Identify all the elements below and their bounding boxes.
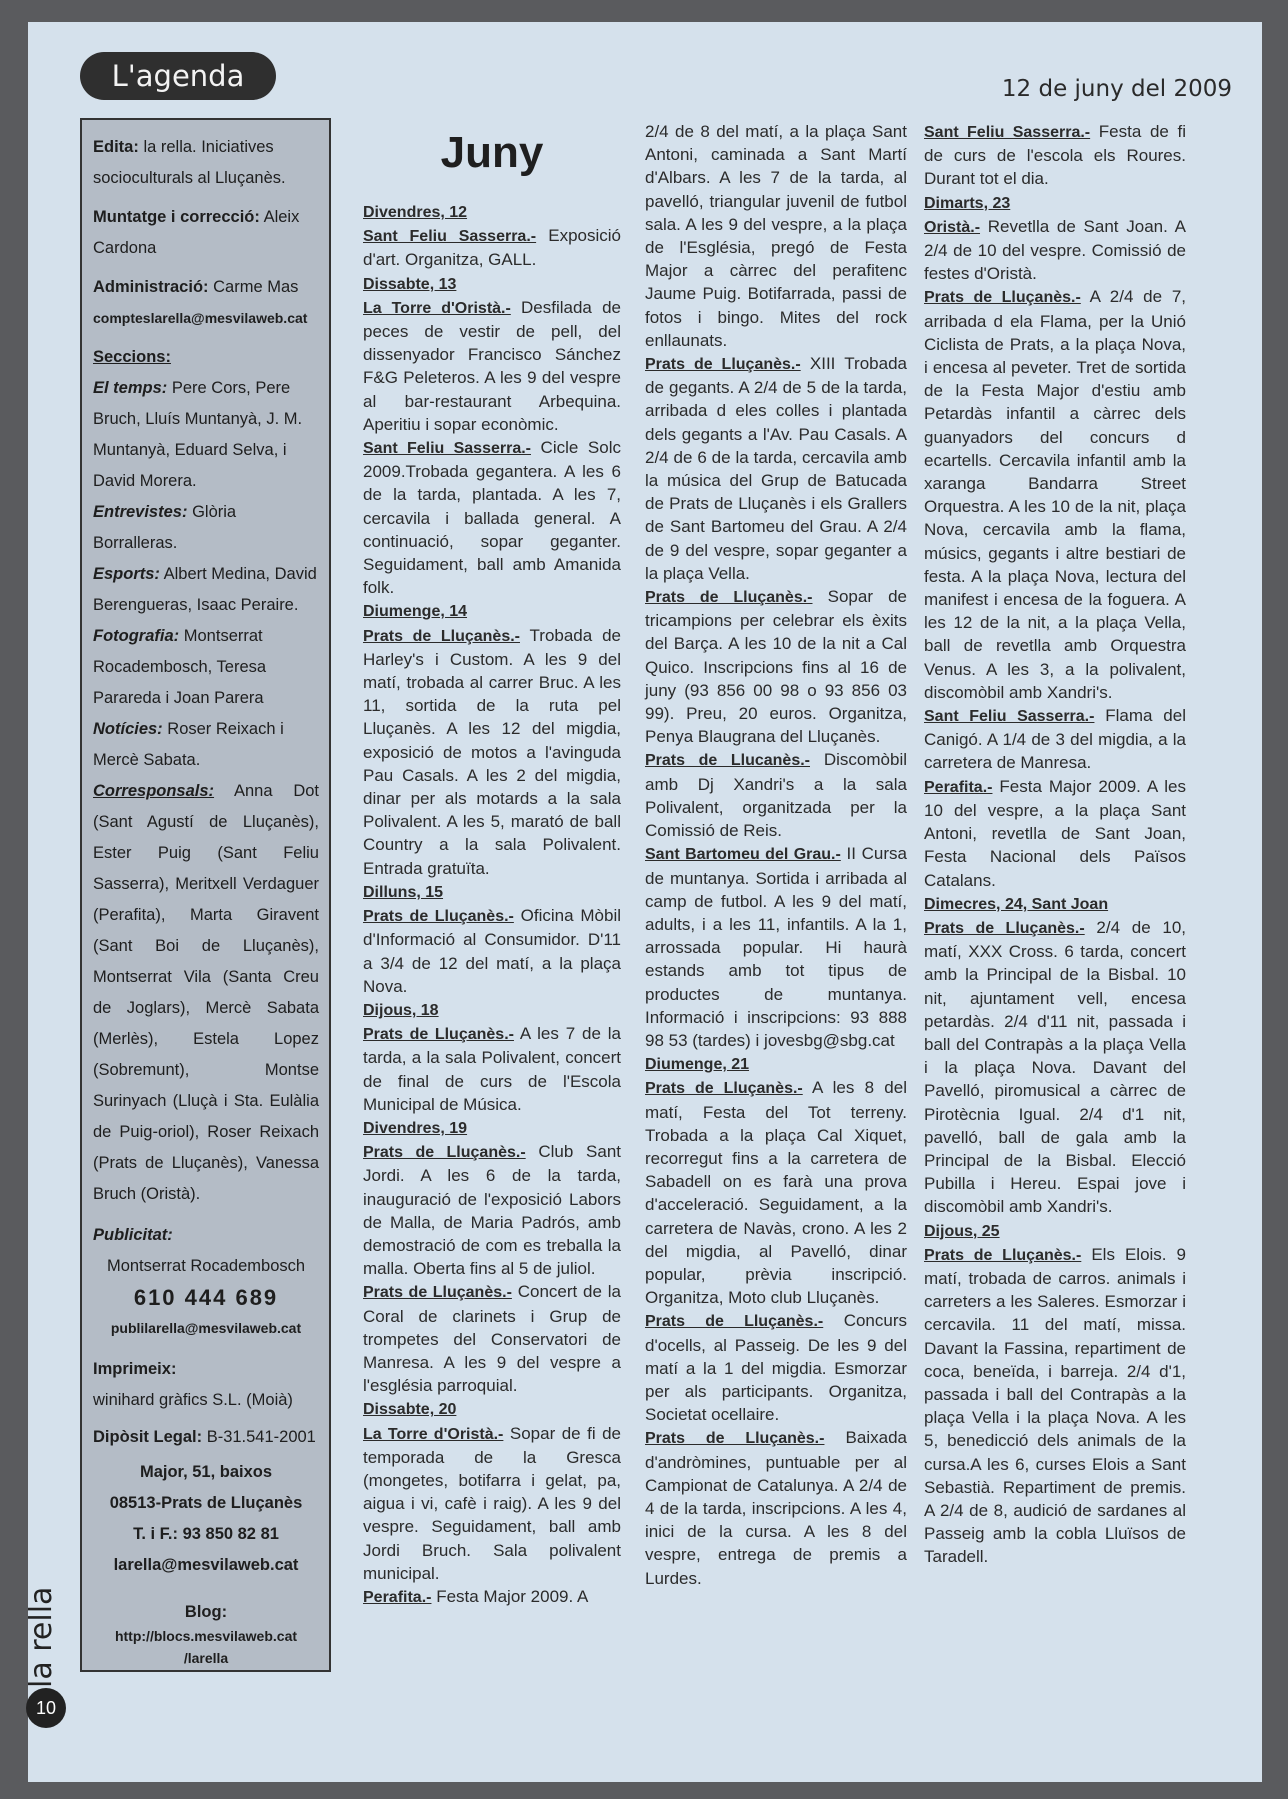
diposit-label: Dipòsit Legal: bbox=[93, 1428, 203, 1446]
publicitat-email: publilarella@mesvilaweb.cat bbox=[110, 1320, 302, 1336]
entry-text: Sopar de tricampions per celebrar els èxits del Barça. A les 10 de la nit a Cal Quico. Inscripcions fins al 16 de juny (93 856 00 98 o 93 856 03 99). Preu, 20 euros. Organitza, Penya Blaugrana del Lluçanès. bbox=[645, 587, 907, 747]
entry-place: Prats de Lluçanès.- bbox=[645, 1430, 825, 1448]
agenda-day-heading bbox=[363, 1116, 621, 1140]
agenda-entry bbox=[924, 285, 1186, 704]
fotografia-text: Montserrat Rocadembosch, Teresa Parareda i Joan Parera bbox=[93, 627, 267, 707]
agenda-entry bbox=[363, 624, 621, 880]
agenda-entry bbox=[645, 1309, 907, 1426]
agenda-entry bbox=[363, 1280, 621, 1397]
noticies-text: Roser Reixach i Mercè Sabata. bbox=[93, 720, 284, 769]
entry-text: Trobada de Harley's i Custom. A les 9 del matí, trobada al carrer Bruc. A les 11, sortida de la ruta pel Lluçanès. A les 12 del migdia, exposició de motos a l'avinguda Pau Casals. A les 2 del migdia, dinar per als motards a la sala Polivalent. A les 5, marató de ball Country a la sala Polivalent. Entrada gratuïta. bbox=[363, 625, 621, 878]
entry-text: 2/4 de 8 del matí, a la plaça Sant Antoni, caminada a Sant Martí d'Albars. A les 7 de la tarda, al pavelló, triangular juvenil de futbol sala. A les 9 del vespre, a la plaça de l'Església, pregó de Festa Major a càrrec del perafitenc Jaume Puig. Botifarrada, passi de fotos i bingo. Mites del rock enllaunats. bbox=[645, 122, 907, 350]
entry-place: La Torre d'Oristà.- bbox=[363, 299, 511, 317]
entry-text: A 2/4 de 7, arribada d ela Flama, per la Unió Ciclista de Prats, a la plaça Nova, i encesa al peveter. Tret de sortida de la Festa Major d'estiu amb Petardàs infantil a càrrec dels guanyadors del concurs d ecartells. Cercavila infantil amb la xaranga Bandarra Street Orquestra. A les 10 de la nit, plaça Nova, cercavila amb la flama, músics, gegants i altre bestiari de festa. A la plaça Nova, lectura del manifest i encesa de la foguera. A les 12 de la nit, a la plaça Vella, ball de revetlla amb Orquestra Venus. A les 3, a la polivalent, discomòbil amb Xandri's. bbox=[924, 287, 1187, 702]
entry-text: Flama del Canigó. A 1/4 de 3 del migdia, a la carretera de Manresa. bbox=[924, 706, 1186, 773]
entry-text: Sopar de fi de temporada de la Gresca (mongetes, botifarra i gelat, pa, aigua i vi, cafè i raig). A les 9 del vespre. Seguidament, ball amb Jordi Bruch. Sala polivalent municipal. bbox=[363, 1423, 621, 1583]
agenda-entry bbox=[924, 215, 1186, 286]
entry-place: Oristà.- bbox=[924, 218, 981, 236]
entry-place: Sant Bartomeu del Grau.- bbox=[645, 846, 841, 864]
entry-text: Festa de fi de curs de l'escola els Roures. Durant tot el dia. bbox=[924, 122, 1186, 189]
entry-text: Exposició d'art. Organitza, GALL. bbox=[363, 226, 621, 270]
esports-text: Albert Medina, David Berengueras, Isaac Peraire. bbox=[93, 565, 317, 614]
entry-text: Concert de la Coral de clarinets i Grup de trompetes del Conservatori de Manresa. A les 9 del vespre a l'església parroquial. bbox=[363, 1282, 622, 1396]
agenda-entry bbox=[363, 1022, 621, 1116]
agenda-entry bbox=[924, 775, 1186, 892]
agenda-entry bbox=[924, 704, 1186, 775]
entry-text: Revetlla de Sant Joan. A 2/4 de 10 del vespre. Comissió de festes d'Oristà. bbox=[924, 216, 1186, 284]
agenda-entry bbox=[363, 296, 621, 436]
agenda-day-heading bbox=[924, 1219, 1186, 1243]
day-label: Diumenge, 21 bbox=[645, 1056, 750, 1074]
month-title: Juny bbox=[440, 128, 544, 177]
edita-text: la rella. Iniciatives socioculturals al Lluçanès. bbox=[93, 138, 286, 187]
entry-text: A les 7 de la tarda, a la sala Polivalent, concert de final de curs de l'Escola Municipal de Música. bbox=[363, 1024, 621, 1114]
agenda-column-1 bbox=[363, 200, 621, 1609]
section-tab: L'agenda bbox=[80, 52, 276, 100]
blog-url-2: /larella bbox=[183, 1650, 229, 1666]
entry-place: Sant Feliu Sasserra.- bbox=[363, 228, 537, 246]
day-label: Dijous, 25 bbox=[924, 1222, 1000, 1240]
agenda-column-2 bbox=[645, 120, 907, 1590]
entry-place: Prats de Llucanès.- bbox=[645, 752, 810, 770]
entry-place: Prats de Lluçanès.- bbox=[924, 919, 1085, 937]
entrevistes-text: Glòria Borralleras. bbox=[93, 503, 237, 552]
day-label: Diumenge, 14 bbox=[363, 603, 468, 621]
agenda-entry bbox=[924, 916, 1186, 1219]
entry-text: XIII Trobada de gegants. A 2/4 de 5 de la tarda, arribada d eles colles i plantada dels gegants a l'Av. Pau Casals. A 2/4 de 6 de la tarda, cercavila amb la música del Grup de Batucada de Prats de Lluçanès i els Grallers de Sant Bartomeu del Grau. A 2/4 de 9 del vespre, sopar geganter a la plaça Vella. bbox=[645, 354, 907, 583]
agenda-entry bbox=[645, 1426, 907, 1589]
agenda-entry bbox=[363, 1585, 621, 1609]
imprimeix-label: Imprimeix: bbox=[93, 1360, 177, 1378]
entry-text: Discomòbil amb Dj Xandri's a la sala Polivalent, organitzada per la Comissió de Reis. bbox=[645, 750, 907, 841]
agenda-entry bbox=[645, 842, 907, 1052]
agenda-entry bbox=[363, 904, 621, 998]
seccions-label: Seccions: bbox=[93, 348, 171, 366]
page-number: 10 bbox=[26, 1688, 66, 1728]
agenda-entry bbox=[645, 120, 907, 352]
vertical-masthead: la rella bbox=[24, 1586, 59, 1688]
agenda-entry bbox=[363, 224, 621, 271]
blog-url-1: http://blocs.mesvilaweb.cat bbox=[114, 1628, 298, 1644]
publicitat-phone: 610 444 689 bbox=[133, 1285, 279, 1310]
muntatge-text: Aleix Cardona bbox=[93, 208, 300, 257]
temps-label: El temps: bbox=[93, 379, 168, 397]
agenda-entry bbox=[924, 120, 1186, 191]
day-label: Dilluns, 15 bbox=[363, 883, 444, 901]
agenda-day-heading bbox=[924, 191, 1186, 215]
admin-email: compteslarella@mesvilaweb.cat bbox=[93, 310, 308, 326]
publicitat-label: Publicitat: bbox=[93, 1226, 173, 1244]
day-label: Dissabte, 20 bbox=[363, 1401, 457, 1419]
muntatge-label: Muntatge i correcció: bbox=[93, 208, 260, 226]
agenda-entry bbox=[645, 748, 907, 842]
entry-place: Prats de Lluçanès.- bbox=[924, 289, 1081, 307]
entry-place: La Torre d'Oristà.- bbox=[363, 1425, 504, 1443]
entry-place: Sant Feliu Sasserra.- bbox=[924, 124, 1091, 141]
entry-place: Prats de Lluçanès.- bbox=[363, 1026, 514, 1044]
agenda-entry bbox=[363, 436, 621, 599]
entry-place: Prats de Lluçanès.- bbox=[363, 908, 514, 926]
entry-place: Sant Feliu Sasserra.- bbox=[363, 440, 531, 458]
entry-place: Perafita.- bbox=[924, 778, 993, 796]
credits-box bbox=[80, 118, 331, 1672]
entry-place: Prats de Lluçanès.- bbox=[645, 589, 813, 607]
day-label: Divendres, 12 bbox=[363, 204, 468, 221]
entry-text: Baixada d'andròmines, puntuable per al Campionat de Catalunya. A 2/4 de 4 de la tarda, inscripcions. A les 4, inici de la cursa. A les 8 del vespre, entrega de premis a Lurdes. bbox=[645, 1428, 907, 1588]
day-label: Dimecres, 24, Sant Joan bbox=[924, 895, 1109, 913]
entry-text: II Cursa de muntanya. Sortida i arribada al camp de futbol. A les 9 del matí, adults, i a les 11, infantils. A la 1, arrossada popular. Hi haurà estands amb tot tipus de productes de muntanya. Informació i inscripcions: 93 888 98 53 (tardes) i jovesbg@sbg.cat bbox=[645, 844, 907, 1050]
admin-text: Carme Mas bbox=[213, 278, 299, 296]
agenda-entry bbox=[363, 1140, 621, 1280]
address-line2: 08513-Prats de Lluçanès bbox=[109, 1494, 303, 1512]
diposit-text: B-31.541-2001 bbox=[206, 1428, 316, 1446]
agenda-day-heading bbox=[363, 272, 621, 296]
address-email: larella@mesvilaweb.cat bbox=[113, 1556, 299, 1574]
noticies-label: Notícies: bbox=[93, 720, 163, 738]
corresponsals-label: Corresponsals: bbox=[93, 782, 215, 800]
entry-place: Sant Feliu Sasserra.- bbox=[924, 708, 1095, 726]
entry-place: Prats de Lluçanès.- bbox=[363, 1284, 512, 1302]
agenda-entry bbox=[363, 1422, 621, 1585]
agenda-day-heading bbox=[363, 200, 621, 224]
entry-place: Prats de Lluçanès.- bbox=[645, 1313, 824, 1331]
entry-place: Prats de Lluçanès.- bbox=[363, 627, 520, 645]
agenda-column-3 bbox=[924, 120, 1186, 1569]
day-label: Dijous, 18 bbox=[363, 1001, 439, 1019]
entry-place: Prats de Lluçanès.- bbox=[363, 1144, 526, 1162]
agenda-entry bbox=[645, 352, 907, 585]
entry-text: 2/4 de 10, matí, XXX Cross. 6 tarda, concert amb la Principal de la Bisbal. 10 nit, ajuntament vell, encesa petardàs. 2/4 d'11 nit, passada i ball del Contrapàs a la plaça Vella i la plaça Nova. Davant del Pavelló, piromusical a càrrec de Pirotècnia Igual. 2/4 d'1 nit, pavelló, ball de gala amb la Principal de la Bisbal. Elecció Pubilla i Hereu. Espai jove i discomòbil amb Xandri's. bbox=[924, 917, 1187, 1217]
fotografia-label: Fotografia: bbox=[93, 627, 180, 645]
issue-date: 12 de juny del 2009 bbox=[1001, 76, 1232, 102]
publicitat-name: Montserrat Rocadembosch bbox=[106, 1257, 306, 1275]
entry-place: Perafita.- bbox=[363, 1588, 432, 1606]
entry-text: Concurs d'ocells, al Passeig. De les 9 del matí a la 1 del migdia. Esmorzar per als participants. Organitza, Societat ocellaire. bbox=[645, 1311, 907, 1425]
entry-text: Cicle Solc 2009.Trobada gegantera. A les 6 de la tarda, plantada. A les 7, cercavila i ballada general. A continuació, sopar geganter. Seguidament, ball amb Amanida folk. bbox=[363, 438, 621, 598]
entry-place: Prats de Lluçanès.- bbox=[924, 1246, 1082, 1264]
imprimeix-text: winihard gràfics S.L. (Moià) bbox=[93, 1391, 293, 1409]
agenda-day-heading bbox=[363, 880, 621, 904]
admin-label: Administració: bbox=[93, 278, 209, 296]
temps-text: Pere Cors, Pere Bruch, Lluís Muntanyà, J. M. Muntanyà, Eduard Selva, i David Morera. bbox=[93, 379, 303, 490]
agenda-day-heading bbox=[363, 998, 621, 1022]
agenda-day-heading bbox=[363, 599, 621, 623]
blog-label: Blog: bbox=[184, 1603, 228, 1621]
day-label: Dissabte, 13 bbox=[363, 275, 457, 293]
entry-text: Festa Major 2009. A bbox=[431, 1586, 589, 1606]
agenda-day-heading bbox=[363, 1397, 621, 1421]
edita-label: Edita: bbox=[93, 138, 139, 156]
esports-label: Esports: bbox=[93, 565, 160, 583]
address-phone: T. i F.: 93 850 82 81 bbox=[133, 1525, 279, 1543]
agenda-day-heading bbox=[924, 892, 1186, 916]
entry-text: Oficina Mòbil d'Informació al Consumidor. D'11 a 3/4 de 12 del matí, a la plaça Nova. bbox=[363, 906, 622, 996]
agenda-entry bbox=[924, 1243, 1186, 1569]
agenda-entry bbox=[645, 585, 907, 748]
entrevistes-label: Entrevistes: bbox=[93, 503, 188, 521]
day-label: Divendres, 19 bbox=[363, 1119, 468, 1137]
entry-place: Prats de Lluçanès.- bbox=[645, 1080, 803, 1098]
address-line1: Major, 51, baixos bbox=[139, 1463, 273, 1481]
agenda-day-heading bbox=[645, 1052, 907, 1076]
entry-text: A les 8 del matí, Festa del Tot terreny. Trobada a la plaça Cal Xiquet, recorregut fins a la carretera de Sabadell on es farà una prova d'acceleració. Seguidament, a la carretera de Navàs, crono. A les 2 del migdia, al Pavelló, dinar popular, prèvia inscripció. Organitza, Moto club Lluçanès. bbox=[645, 1078, 907, 1308]
entry-place: Prats de Lluçanès.- bbox=[645, 356, 801, 374]
entry-text: Club Sant Jordi. A les 6 de la tarda, inauguració de l'exposició Labors de Malla, de Maria Padrós, amb demostració de com es treballa la malla. Oberta fins al 5 de juliol. bbox=[363, 1142, 621, 1279]
entry-text: Els Elois. 9 matí, trobada de carros. animals i carreters a les Saleres. Esmorzar i cercavila. 11 del matí, missa. Davant la Fassina, repartiment de coca, beneïda, i barreja. 2/4 d'1, passada i ball del Contrapàs a la plaça Vella i la plaça Nova. A les 5, benedicció dels animals de la cursa.A les 6, curses Elois a Sant Sebastià. Repartiment de premis. A 2/4 de 8, audició de sardanes al Passeig amb la cobla Lluïsos de Taradell. bbox=[924, 1244, 1187, 1567]
entry-text: Festa Major 2009. A les 10 del vespre, a la plaça Sant Antoni, revetlla de Sant Joan, Festa Nacional dels Països Catalans. bbox=[924, 776, 1186, 890]
entry-text: Desfilada de peces de vestir de pell, del dissenyador Francisco Sánchez F&G Peleteros. A les 9 del vespre al bar-restaurant Arbequina. Aperitiu i sopar econòmic. bbox=[363, 297, 621, 434]
agenda-entry bbox=[645, 1076, 907, 1309]
day-label: Dimarts, 23 bbox=[924, 194, 1011, 212]
corresponsals-text: Anna Dot (Sant Agustí de Lluçanès), Ester Puig (Sant Feliu Sasserra), Meritxell Verdaguer (Perafita), Marta Giravent (Sant Boi de Lluçanès), Montserrat Vila (Santa Creu de Joglars), Mercè Sabata (Merlès), Estela Lopez (Sobremunt), Montse Surinyach (Lluçà i Sta. Eulàlia de Puig-oriol), Roser Reixach (Prats de Lluçanès), Vanessa Bruch (Oristà). bbox=[93, 782, 319, 1203]
